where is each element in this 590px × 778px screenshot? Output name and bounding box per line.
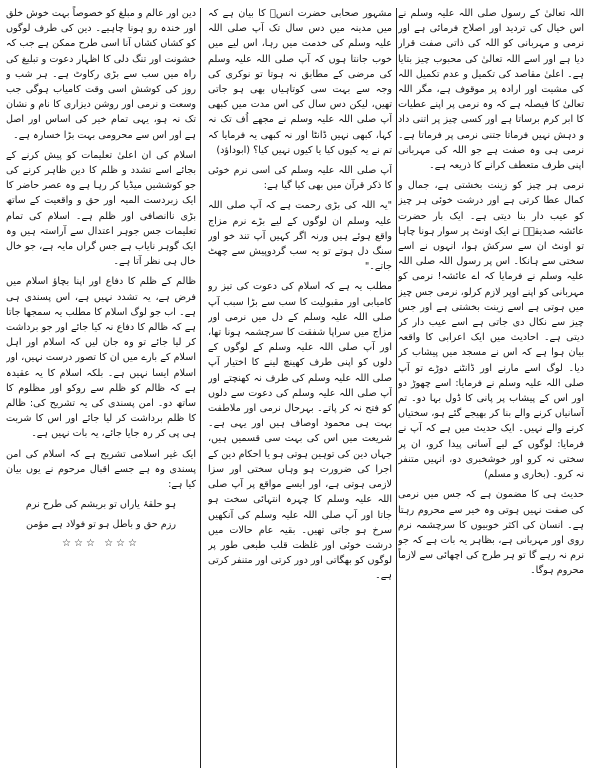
- paragraph: اللہ تعالیٰ کے رسول صلی اللہ علیہ وسلم نے اس خیال کی تردید اور اصلاح فرمائی ہے اور نرمی و مہربانی کو اللہ کی ذاتی صفت قرار دیا ہے اور اسے اللہ تعالیٰ کی محبوب چیز بتایا ہے۔ اعلیٰ مقاصد کی تکمیل و عدم تکمیل اللہ کی مشیت اور ارادہ پر موقوف ہے، مگر اللہ تعالیٰ کا فیصلہ ہے کہ وہ نرمی پر اپنے عطیات کا ابر کرم برساتا ہے اور کسی چیز پر اتنی داد و دہش نہیں فرماتا جتنی نرمی پر فرماتا ہے۔ نرمی ہی وہ صفت ہے جو اللہ کی مہربانی اپنی طرف متعطف کرانے کا ذریعہ ہے۔: [398, 8, 584, 172]
- paragraph: دین اور عالم و مبلغ کو خصوصاً بہت خوش خلق اور خندہ رو ہونا چاہیے۔ دین کی طرف لوگوں کو کشاں کشاں آنا اسی طرح ممکن ہے جب کہ خشونت اور تنگ دلی کا اظہار دعوت و تبلیغ کی راہ میں سب سے بڑی رکاوٹ ہے۔ ہر شب و روز کی کوشش اسی وقت کامیاب ہوگی جب وسعت و نرمی اور روشن دیزاری کا نام و نشان تک نہ ہو، یہی تمام خیر کی اساس اور اصل ہے اور اس سے محرومی بہت بڑا خسارہ ہے۔: [6, 8, 196, 141]
- column-middle: [208, 6, 392, 770]
- decorative-stars: ☆☆☆ ☆☆☆: [62, 537, 140, 549]
- poetry-verse: ہو حلقۂ یاراں تو بریشم کی طرح نرم: [25, 499, 177, 511]
- column-left: [6, 6, 196, 770]
- paragraph: مشہور صحابی حضرت انسؓ کا بیان ہے کہ میں مدینہ میں دس سال تک آپ صلی اللہ علیہ وسلم کی خدمت میں رہا، اس لیے میں خوب جانتا ہوں کہ آپ صلی اللہ علیہ وسلم کی مرضی کے مطابق نہ ہوتا تو نوکری کی وجہ سے بہت سی کوتاہیاں بھی ہو جاتی تھیں، لیکن دس سال کی اس مدت میں کبھی آپ صلی اللہ علیہ وسلم نے مجھے اُف تک نہ کہا، کبھی نہیں ڈانٹا اور نہ کبھی یہ فرمایا کہ تم نے یہ کیوں کیا یا کیوں نہیں کیا؟ (ابوداؤد): [208, 8, 392, 156]
- paragraph: حدیث ہی کا مضمون ہے کہ جس میں نرمی کی صفت نہیں ہوتی وہ خیر سے محروم رہتا ہے۔ انسان کی اکثر خوبیوں کا سرچشمہ نرم روی اور مہربانی ہے، بظاہر یہ بات ہے کہ جو نرم نہ رہے گا تو ہر طرح کی اچھائی سے لازماً محروم ہوگا۔: [398, 489, 584, 577]
- paragraph: مطلب یہ ہے کہ اسلام کی دعوت کی تیز رو کامیابی اور مقبولیت کا سب سے بڑا سبب آپ صلی اللہ علیہ وسلم کے دل میں نرمی اور مزاج میں سراپا شفقت کا سرچشمہ ہونا تھا، اور آپ صلی اللہ علیہ وسلم کے لوگوں کے دلوں کو اپنی طرف کھینچ لینے کا اختیار آپ صلی اللہ علیہ وسلم کی طرف نہ کھنچتے اور آپ صلی اللہ علیہ وسلم کی دعوت سے دلوں کو فتح نہ کر پاتے۔ بہرحال نرمی اور ملاطفت بہت ہی محمود اوصاف ہیں اور یہی ہے۔ شریعت میں اس کی بہت سی قسمیں ہیں، جہاں دین کی توہین ہوتی ہو یا احکام دین کے اجرا کی ضرورت ہو وہاں سختی اور سزا لازمی ہوتی ہے، اور ایسے مواقع پر آپ صلی اللہ علیہ وسلم کا چہرہ انتہائی سخت ہو جاتا اور آپ صلی اللہ علیہ وسلم کی آنکھیں سرخ ہو جاتی تھیں۔ بقیہ عام حالات میں درشت خوئی اور غلظت قلب طبعی طور پر لوگوں کو بھگاتی اور دور کرتی اور متنفر کرتی ہے۔: [208, 281, 392, 582]
- quranic-quote: "یہ اللہ کی بڑی رحمت ہے کہ آپ صلی اللہ علیہ وسلم ان لوگوں کے لیے بڑے نرم مزاج واقع ہوئے ہیں ورنہ اگر کہیں آپ تند خو اور سنگ دل ہوتے تو یہ سب گردوپیش سے چھٹ جاتے۔": [208, 200, 392, 273]
- paragraph: نرمی ہر چیز کو زینت بخشتی ہے، جمال و کمال عطا کرتی ہے اور درشت خوئی ہر چیز کو عیب دار بنا دیتی ہے۔ ایک بار حضرت عائشہ صدیقہؓ نے ایک اونٹ پر سوار ہونا چاہا تو اونٹ ان سے سرکش ہوا، انہوں نے اسے سختی سے ہانکا۔ اس پر رسول اللہ صلی اللہ علیہ وسلم نے فرمایا کہ اے عائشہ! نرمی کو مہربانی کو اپنے اوپر لازم کرلو، نرمی جس چیز میں ہوتی ہے اسے زینت بخشتی ہے اور جس چیز سے نکال دی جاتی ہے اسے عیب دار کر دیتی ہے۔ احادیث میں ایک اعرابی کا واقعہ بیان ہوا ہے کہ اس نے مسجد میں پیشاب کر دیا۔ لوگ اسے مارنے اور ڈانٹنے دوڑے تو آپ صلی اللہ علیہ وسلم نے فرمایا: اسے چھوڑ دو اور اس کے پیشاب پر پانی کا ڈول بہا دو۔ تم آسانیاں کرنے والے بنا کر بھیجے گئے ہو، سختیاں کرنے والے نہیں۔ ایک حدیث میں ہے کہ آپ نے فرمایا: لوگوں کے لیے آسانی پیدا کرو، ان پر سختی نہ کرو اور خوشخبری دو، انہیں متنفر نہ کرو۔ (بخاری و مسلم): [398, 180, 584, 481]
- paragraph: ظالم کے ظلم کا دفاع اور اپنا بچاؤ اسلام میں فرض ہے، یہ تشدد نہیں ہے، اس پسندی ہی ہے۔ اب جو لوگ اسلام کا مطلب یہ سمجھا جاتا ہے کہ ظالم کا دفاع نہ کیا جائے اور جو برداشت کر لیا جائے تو وہ جان لیں کہ اسلام اور اہل اسلام کے بارے میں ان کا تصور درست نہیں، اور اسلام ایسا نہیں ہے۔ بلکہ اسلام کا یہ عقیدہ ہے کہ ظالم کو ظلم سے روکو اور مظلوم کا ساتھ دو۔ امن پسندی کی یہ تشریح کی: ظالم کا ظلم برداشت کر لیا جائے اور اس کا شربت ہی پی کر رہ جایا جائے، یہ بات نہیں ہے۔: [6, 276, 196, 440]
- paragraph: آپ صلی اللہ علیہ وسلم کی اسی نرم خوئی کا ذکر قرآن میں بھی کیا گیا ہے:: [208, 165, 392, 192]
- column-right: [398, 6, 584, 770]
- paragraph: اسلام کی ان اعلیٰ تعلیمات کو پیش کرنے کے بجائے اسے تشدد و ظلم کا دین ظاہر کرنے کی جو کوششیں میڈیا کر رہا ہے وہ عصر حاضر کا ایک زبردست المیہ اور حق و واقعیت کے ساتھ بڑی ناانصافی اور ظلم ہے۔ اسلام کی تمام تعلیمات جس جوہر اعتدال سے آراستہ ہیں وہ ایک گوہر نایاب ہے جس گراں مایہ ہے، جو خال خال ہی نظر آتا ہے۔: [6, 149, 196, 268]
- column-divider: [200, 8, 201, 768]
- paragraph: ایک غیر اسلامی تشریح ہے کہ اسلام کی امن پسندی وہ ہے جسے اقبال مرحوم نے یوں بیان کیا ہے:: [6, 448, 196, 491]
- poetry-verse: رزم حق و باطل ہو تو فولاد ہے مؤمن: [26, 518, 176, 530]
- column-divider: [396, 8, 397, 768]
